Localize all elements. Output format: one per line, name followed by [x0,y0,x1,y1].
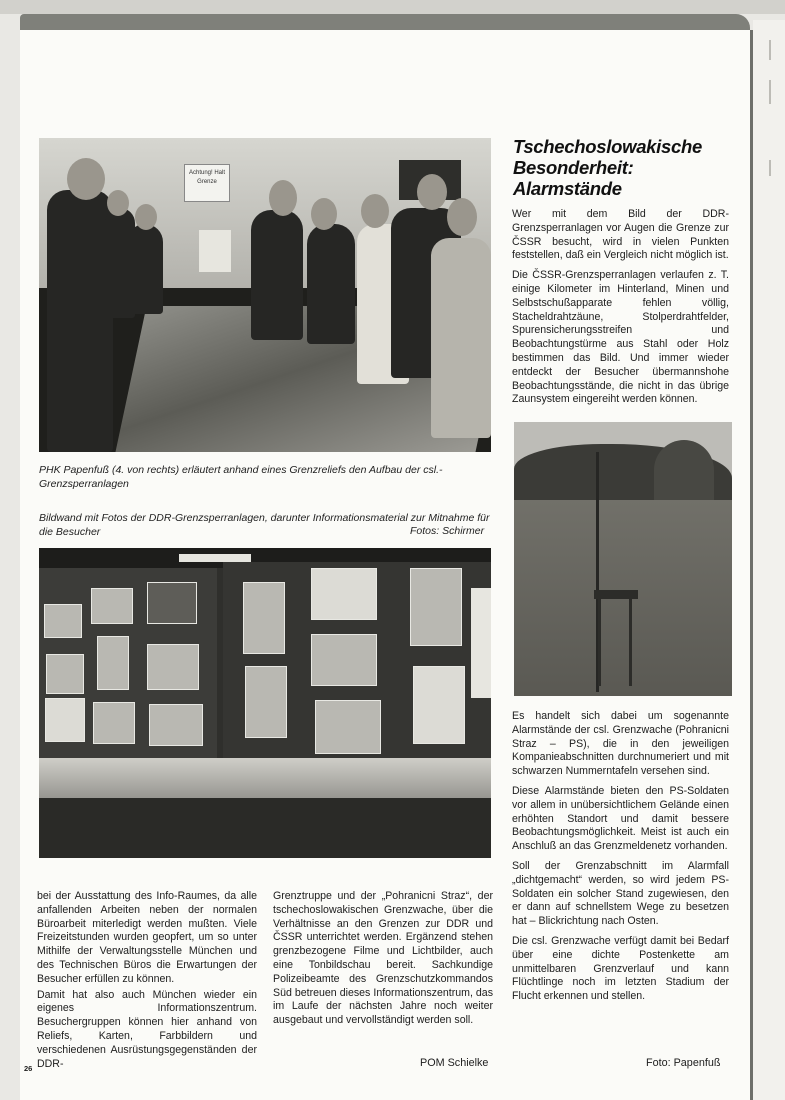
photo-credit: Fotos: Schirmer [410,525,485,537]
paragraph: Grenztruppe und der „Pohranicni Straz“, der tschechoslowakischen Grenzwache, über die Verhältnisse an den Grenzen zur DDR und ČSSR unterrichtet werden. Ergänzend stehen grenzbezogene Filme und Lichtbilder, auch eine Tonbildschau bereit. Sachkundige Polizeibeamte des Grenzschutzkommandos Süd betreuen dieses Informationszentrum, das im Laufe der nächsten Jahre noch weiter ausgebaut und vervollständigt werden soll. [273,890,493,1027]
article-column-2 [273,890,493,1034]
paragraph: Es handelt sich dabei um sogenannte Alarmstände der csl. Grenzwache (Pohranicni Straz – PS), die in den jeweiligen Kompanieabschnitten durchnumeriert und mit schwarzen Nummerntafeln versehen sind. [512,710,729,778]
warning-sign: Achtung! Halt Grenze [184,164,230,202]
photo-credit: Foto: Papenfuß [646,1057,721,1069]
paragraph: Wer mit dem Bild der DDR-Grenzsperranlagen vor Augen die Grenze zur ČSSR besucht, wird in vielen Punkten feststellen, daß ein Vergleich nicht möglich ist. [512,208,729,262]
paragraph: Diese Alarmstände bieten den PS-Soldaten vor allem in unübersichtlichem Gelände einen erhöhten Standort und damit bessere Beobachtungsmöglichkeit. Meist ist auch ein Anschluß an das Grenzmeldenetz vorhanden. [512,784,729,853]
person [251,210,303,340]
paragraph: Die csl. Grenzwache verfügt damit bei Bedarf über eine dichte Postenkette am unmittelbaren Grenzverlauf und kann Flüchtlinge noch im letzten Stadium der Flucht erkennen und stellen. [512,934,729,1003]
alarm-stand [598,590,632,686]
photo-exhibition-wall [39,548,491,858]
photo-caption: Bildwand mit Fotos der DDR-Grenzsperranlagen, darunter Informationsmaterial zur Mitnahme für die Besucher [39,512,490,538]
paragraph: Soll der Grenzabschnitt im Alarmfall „dichtgemacht“ werden, so wird jedem PS-Soldaten ein solcher Stand zugewiesen, den er dann auf schnellstem Wege zu besetzen hat – Blickrichtung nach Osten. [512,859,729,928]
sidebar-text-bottom [512,710,729,1010]
page-number: 26 [24,1064,33,1073]
author: POM Schielke [420,1057,489,1069]
photo-relief-presentation [39,138,491,452]
scan-border [0,0,785,14]
person [47,190,113,452]
photo-alarm-stand [514,422,732,696]
article-column-1 [37,890,257,1077]
scan-edge [753,20,785,1100]
paragraph: Damit hat also auch München wieder ein eigenes Informationszentrum. Besuchergruppen können hier anhand von Reliefs, Karten, Farbbildern und verschiedenen Ausrüstungsgegenständen der DDR- [37,988,257,1070]
sidebar-headline: Tschechoslowakische Besonderheit: Alarmstände [513,136,702,199]
paragraph: bei der Ausstattung des Info-Raumes, da alle anfallenden Arbeiten neben der normalen Büroarbeit miterledigt werden mußten. Viele Freizeitstunden wurden geopfert, um so unter Mithilfe der Verwaltungsstelle München und des Technischen Büros die Erwartungen der Besucher erfüllen zu können. [37,890,257,985]
sidebar-text-top [512,208,729,413]
photo-caption: PHK Papenfuß (4. von rechts) erläutert anhand eines Grenzreliefs den Aufbau der csl.-Grenzsperranlagen [39,464,443,490]
paragraph: Die ČSSR-Grenzsperranlagen verlaufen z. T. einige Kilometer im Hinterland, Minen und Selbstschußapparate fehlen völlig, Stacheldrahtzäune, Stolperdrahtfelder, Spurensicherungsstreifen und Beobachtungstürme aus Stahl oder Holz bestimmen das Bild. Und immer wieder entdeckt der Besucher übermannshohe Beobachtungsstände, die nicht in das übrige Zaunsystem eingereiht werden können. [512,269,729,406]
